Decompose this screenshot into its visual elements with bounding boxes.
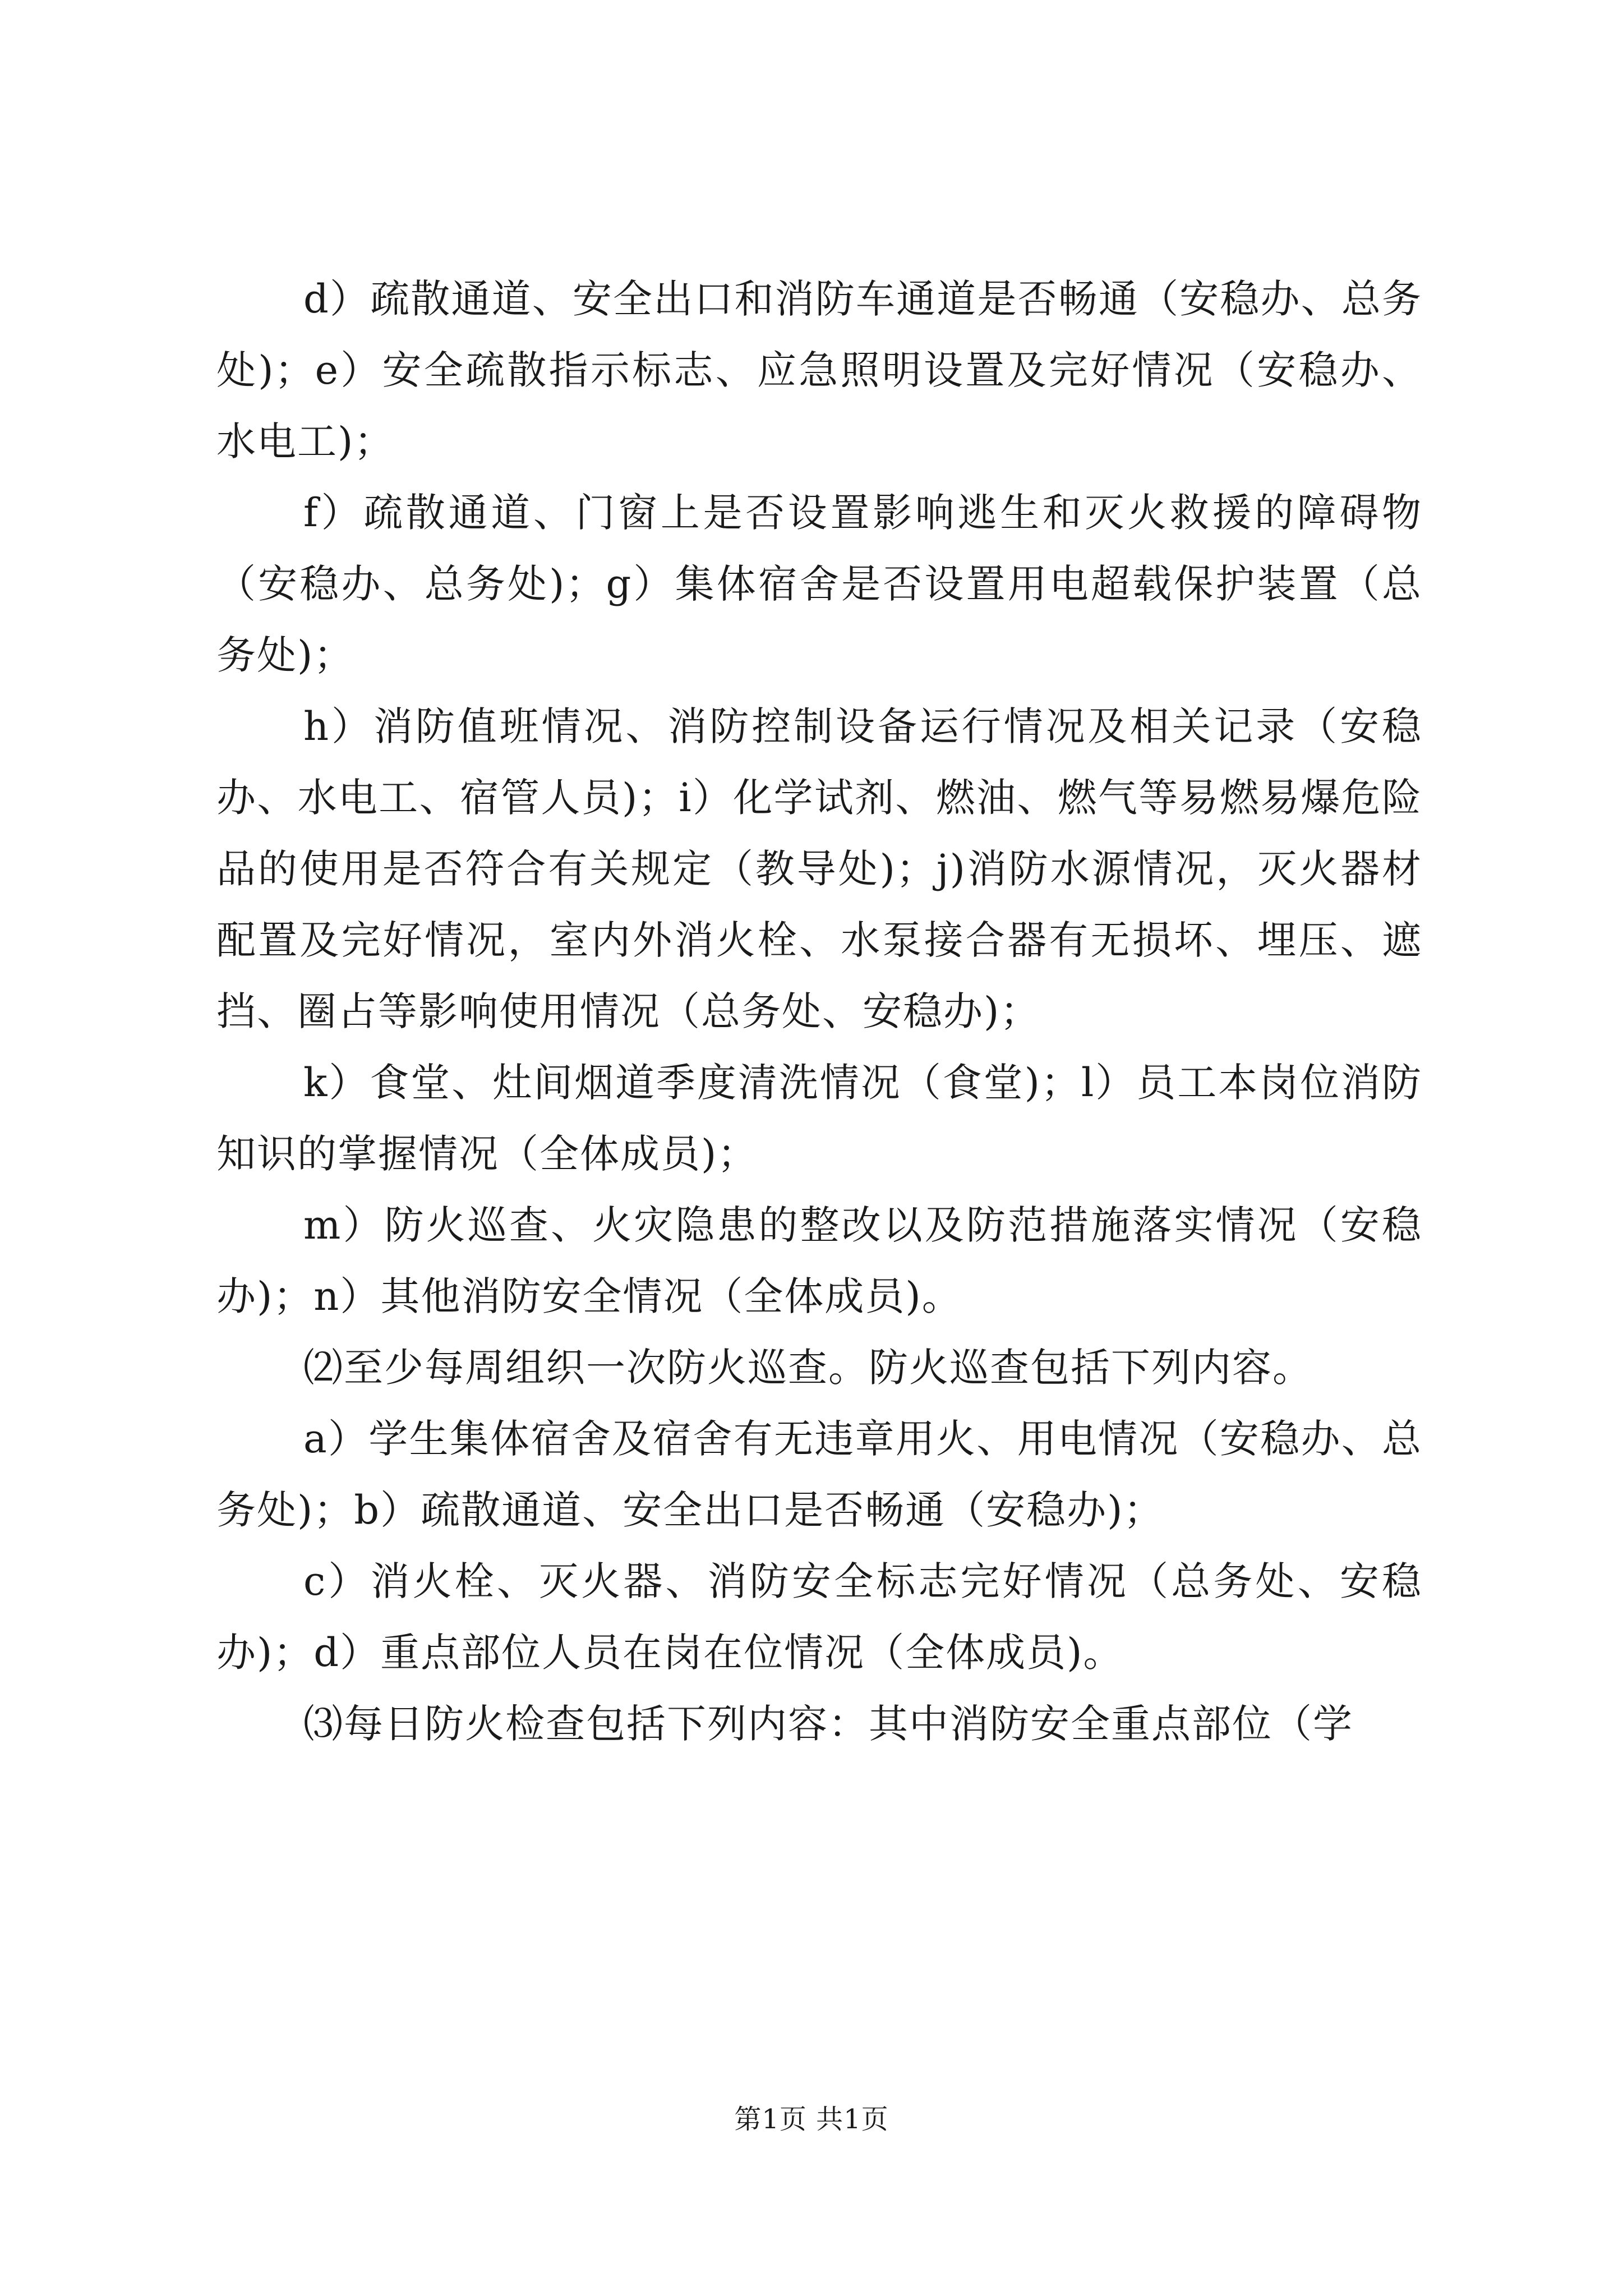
paragraph-c-d: c）消火栓、灭火器、消防安全标志完好情况（总务处、安稳办)；d）重点部位人员在岗在位情况（全体成员)。	[216, 1558, 1422, 1676]
paragraph-weekly-patrol: ⑵至少每周组织一次防火巡查。防火巡查包括下列内容。	[303, 1345, 1313, 1391]
paragraph-d-e: d）疏散通道、安全出口和消防车通道是否畅通（安稳办、总务处)；e）安全疏散指示标志、应急照明设置及完好情况（安稳办、水电工)；	[216, 276, 1422, 464]
paragraph-k-l: k）食堂、灶间烟道季度清洗情况（食堂)；l）员工本岗位消防知识的掌握情况（全体成员)；	[216, 1060, 1422, 1177]
paragraph-a-b: a）学生集体宿舍及宿舍有无违章用火、用电情况（安稳办、总务处)；b）疏散通道、安全出口是否畅通（安稳办)；	[216, 1416, 1422, 1533]
paragraph-m-n: m）防火巡查、火灾隐患的整改以及防范措施落实情况（安稳办)；n）其他消防安全情况（全体成员)。	[216, 1202, 1422, 1319]
document-body	[216, 264, 1422, 1760]
paragraph-daily-check: ⑶每日防火检查包括下列内容：其中消防安全重点部位（学	[303, 1701, 1353, 1747]
paragraph-f-g: f）疏散通道、门窗上是否设置影响逃生和灭火救援的障碍物（安稳办、总务处)；g）集体宿舍是否设置用电超载保护装置（总务处)；	[216, 490, 1422, 678]
paragraph-h-i-j: h）消防值班情况、消防控制设备运行情况及相关记录（安稳办、水电工、宿管人员)；i）化学试剂、燃油、燃气等易燃易爆危险品的使用是否符合有关规定（教导处)；j)消防水源情况，灭火器材配置及完好情况，室内外消火栓、水泵接合器有无损坏、埋压、遮挡、圈占等影响使用情况（总务处、安稳办)；	[216, 703, 1422, 1034]
page-footer: 第1页 共1页	[734, 2104, 889, 2135]
